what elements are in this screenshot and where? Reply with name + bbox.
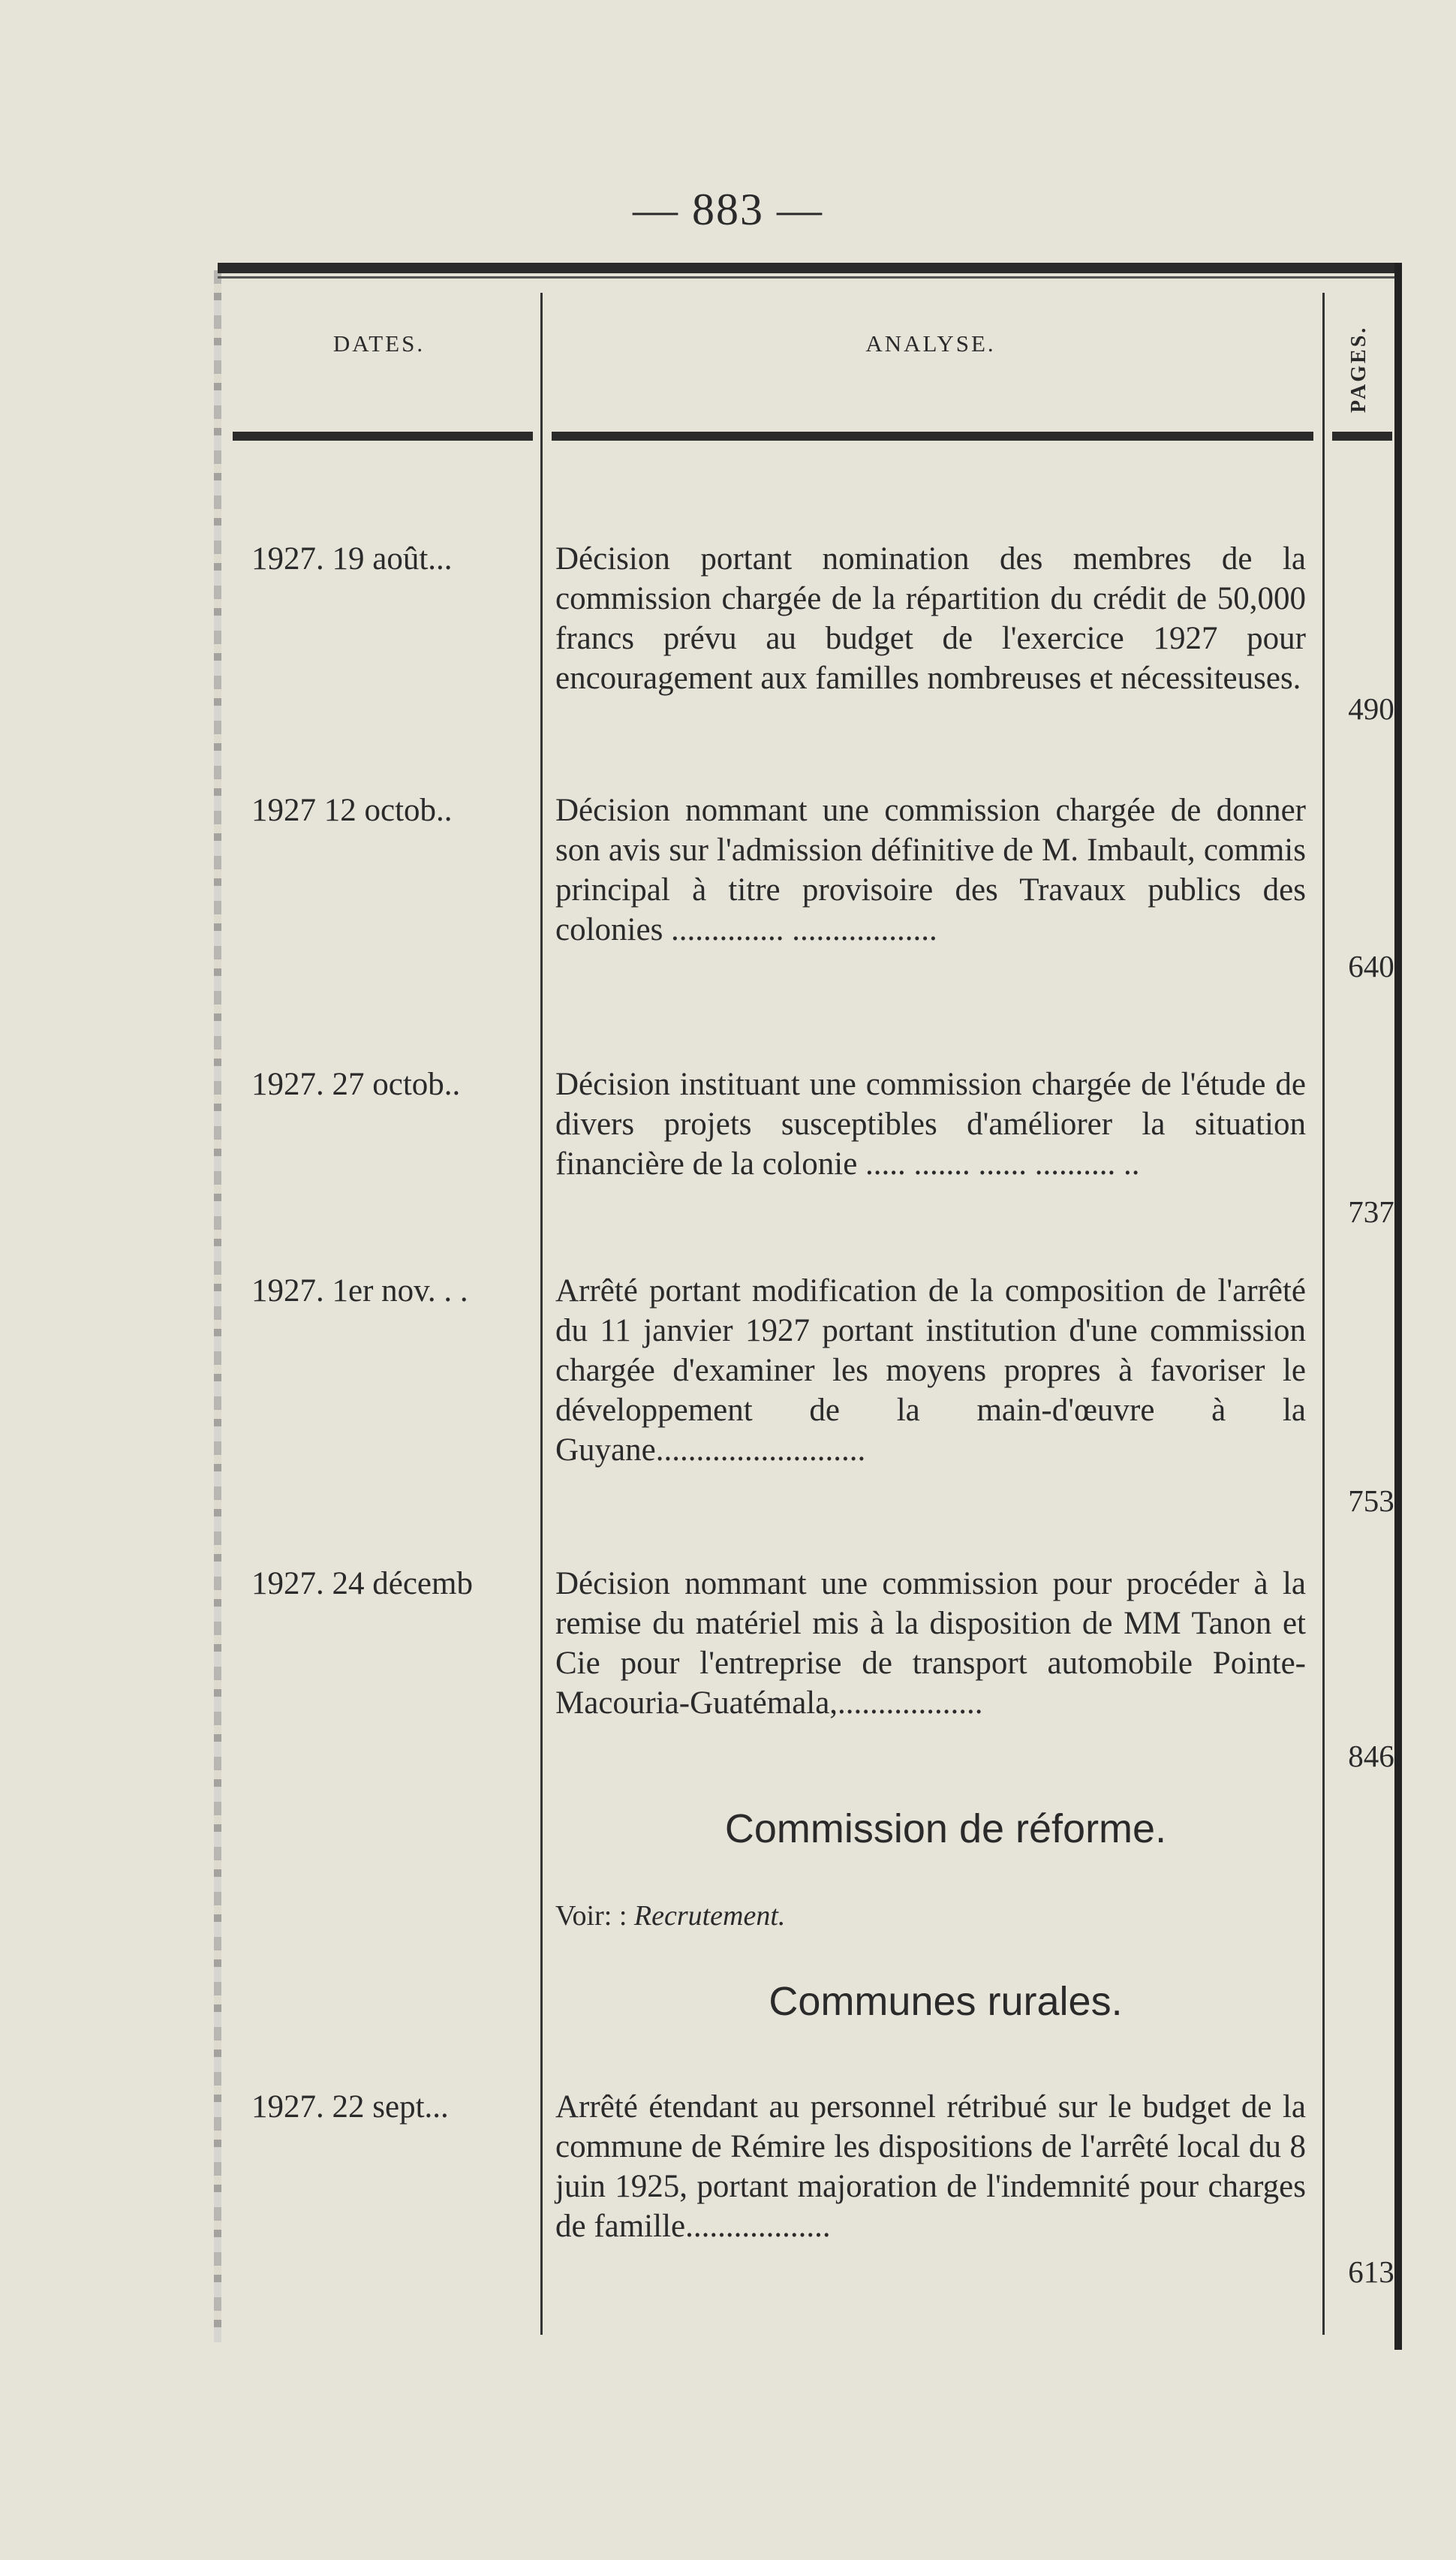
entry-analysis: Décision nommant une commission chargée de donner son avis sur l'admission définitive de M. Imbault, commis principal à titre provisoire des Travaux publics des colonies .............. .................. xyxy=(555,793,1306,947)
see-also xyxy=(555,1899,785,1932)
see-also-reference: Recrutement. xyxy=(633,1900,786,1932)
entry-page: 490 xyxy=(1348,691,1394,726)
entry-analysis: Arrêté étendant au personnel rétribué sur le budget de la commune de Rémire les dispositions de l'arrêté local du 8 juin 1925, portant majoration de l'indemnité pour charges de famille.................. xyxy=(555,2089,1306,2244)
header-dates: DATES. xyxy=(332,330,426,357)
entry-analysis: Décision instituant une commission chargée de l'étude de divers projets susceptibles d'améliorer la situation financière de la colonie ..... ....... ...... .......... .. xyxy=(555,1067,1306,1182)
entry-date: 1927. 24 décemb xyxy=(251,1566,473,1601)
entry-date: 1927. 1er nov. . . xyxy=(251,1273,468,1309)
section-title-communes-rurales: Communes rurales. xyxy=(769,1979,1123,2024)
entry-date: 1927. 22 sept... xyxy=(251,2089,449,2125)
table-right-border xyxy=(1394,263,1402,2350)
header-pages: PAGES. xyxy=(1347,325,1370,413)
column-divider-analyse xyxy=(1322,293,1325,2335)
entry-analysis: Arrêté portant modification de la composition de l'arrêté du 11 janvier 1927 portant institution d'une commission chargée d'examiner les moyens propres à favoriser le développement de la main-d'œuvre à la Guyane.......................... xyxy=(555,1273,1306,1468)
entry-date: 1927. 19 août... xyxy=(251,541,453,577)
header-rule-dates xyxy=(233,432,533,441)
entry-date: 1927. 27 octob.. xyxy=(251,1067,461,1102)
entry-page: 737 xyxy=(1348,1194,1394,1229)
section-title-commission-reforme: Commission de réforme. xyxy=(724,1806,1167,1851)
entry-page: 846 xyxy=(1348,1739,1394,1773)
header-rule-analyse xyxy=(552,432,1313,441)
entry-page: 613 xyxy=(1348,2254,1394,2289)
entry-analysis: Décision nommant une commission pour procéder à la remise du matériel mis à la disposition de MM Tanon et Cie pour l'entreprise de transport automobile Pointe-Macouria-Guatémala,.................. xyxy=(555,1566,1306,1721)
entry-page: 753 xyxy=(1348,1483,1394,1518)
entry-date: 1927 12 octob.. xyxy=(251,793,453,828)
entry-analysis: Décision portant nomination des membres de la commission chargée de la répartition du crédit de 50,000 francs prévu au budget de l'exercice 1927 pour encouragement aux familles nombreuses et nécessiteuses. xyxy=(555,541,1306,696)
table-top-rule xyxy=(218,263,1400,273)
header-analyse: ANALYSE. xyxy=(865,330,996,357)
column-divider-dates xyxy=(540,293,543,2335)
see-also-label: Voir: : xyxy=(555,1900,627,1932)
table-top-rule-thin xyxy=(218,276,1400,279)
index-table xyxy=(218,263,1403,2357)
page-number: — 883 — xyxy=(633,185,823,234)
entry-page: 640 xyxy=(1348,949,1394,983)
header-rule-pages xyxy=(1332,432,1392,441)
